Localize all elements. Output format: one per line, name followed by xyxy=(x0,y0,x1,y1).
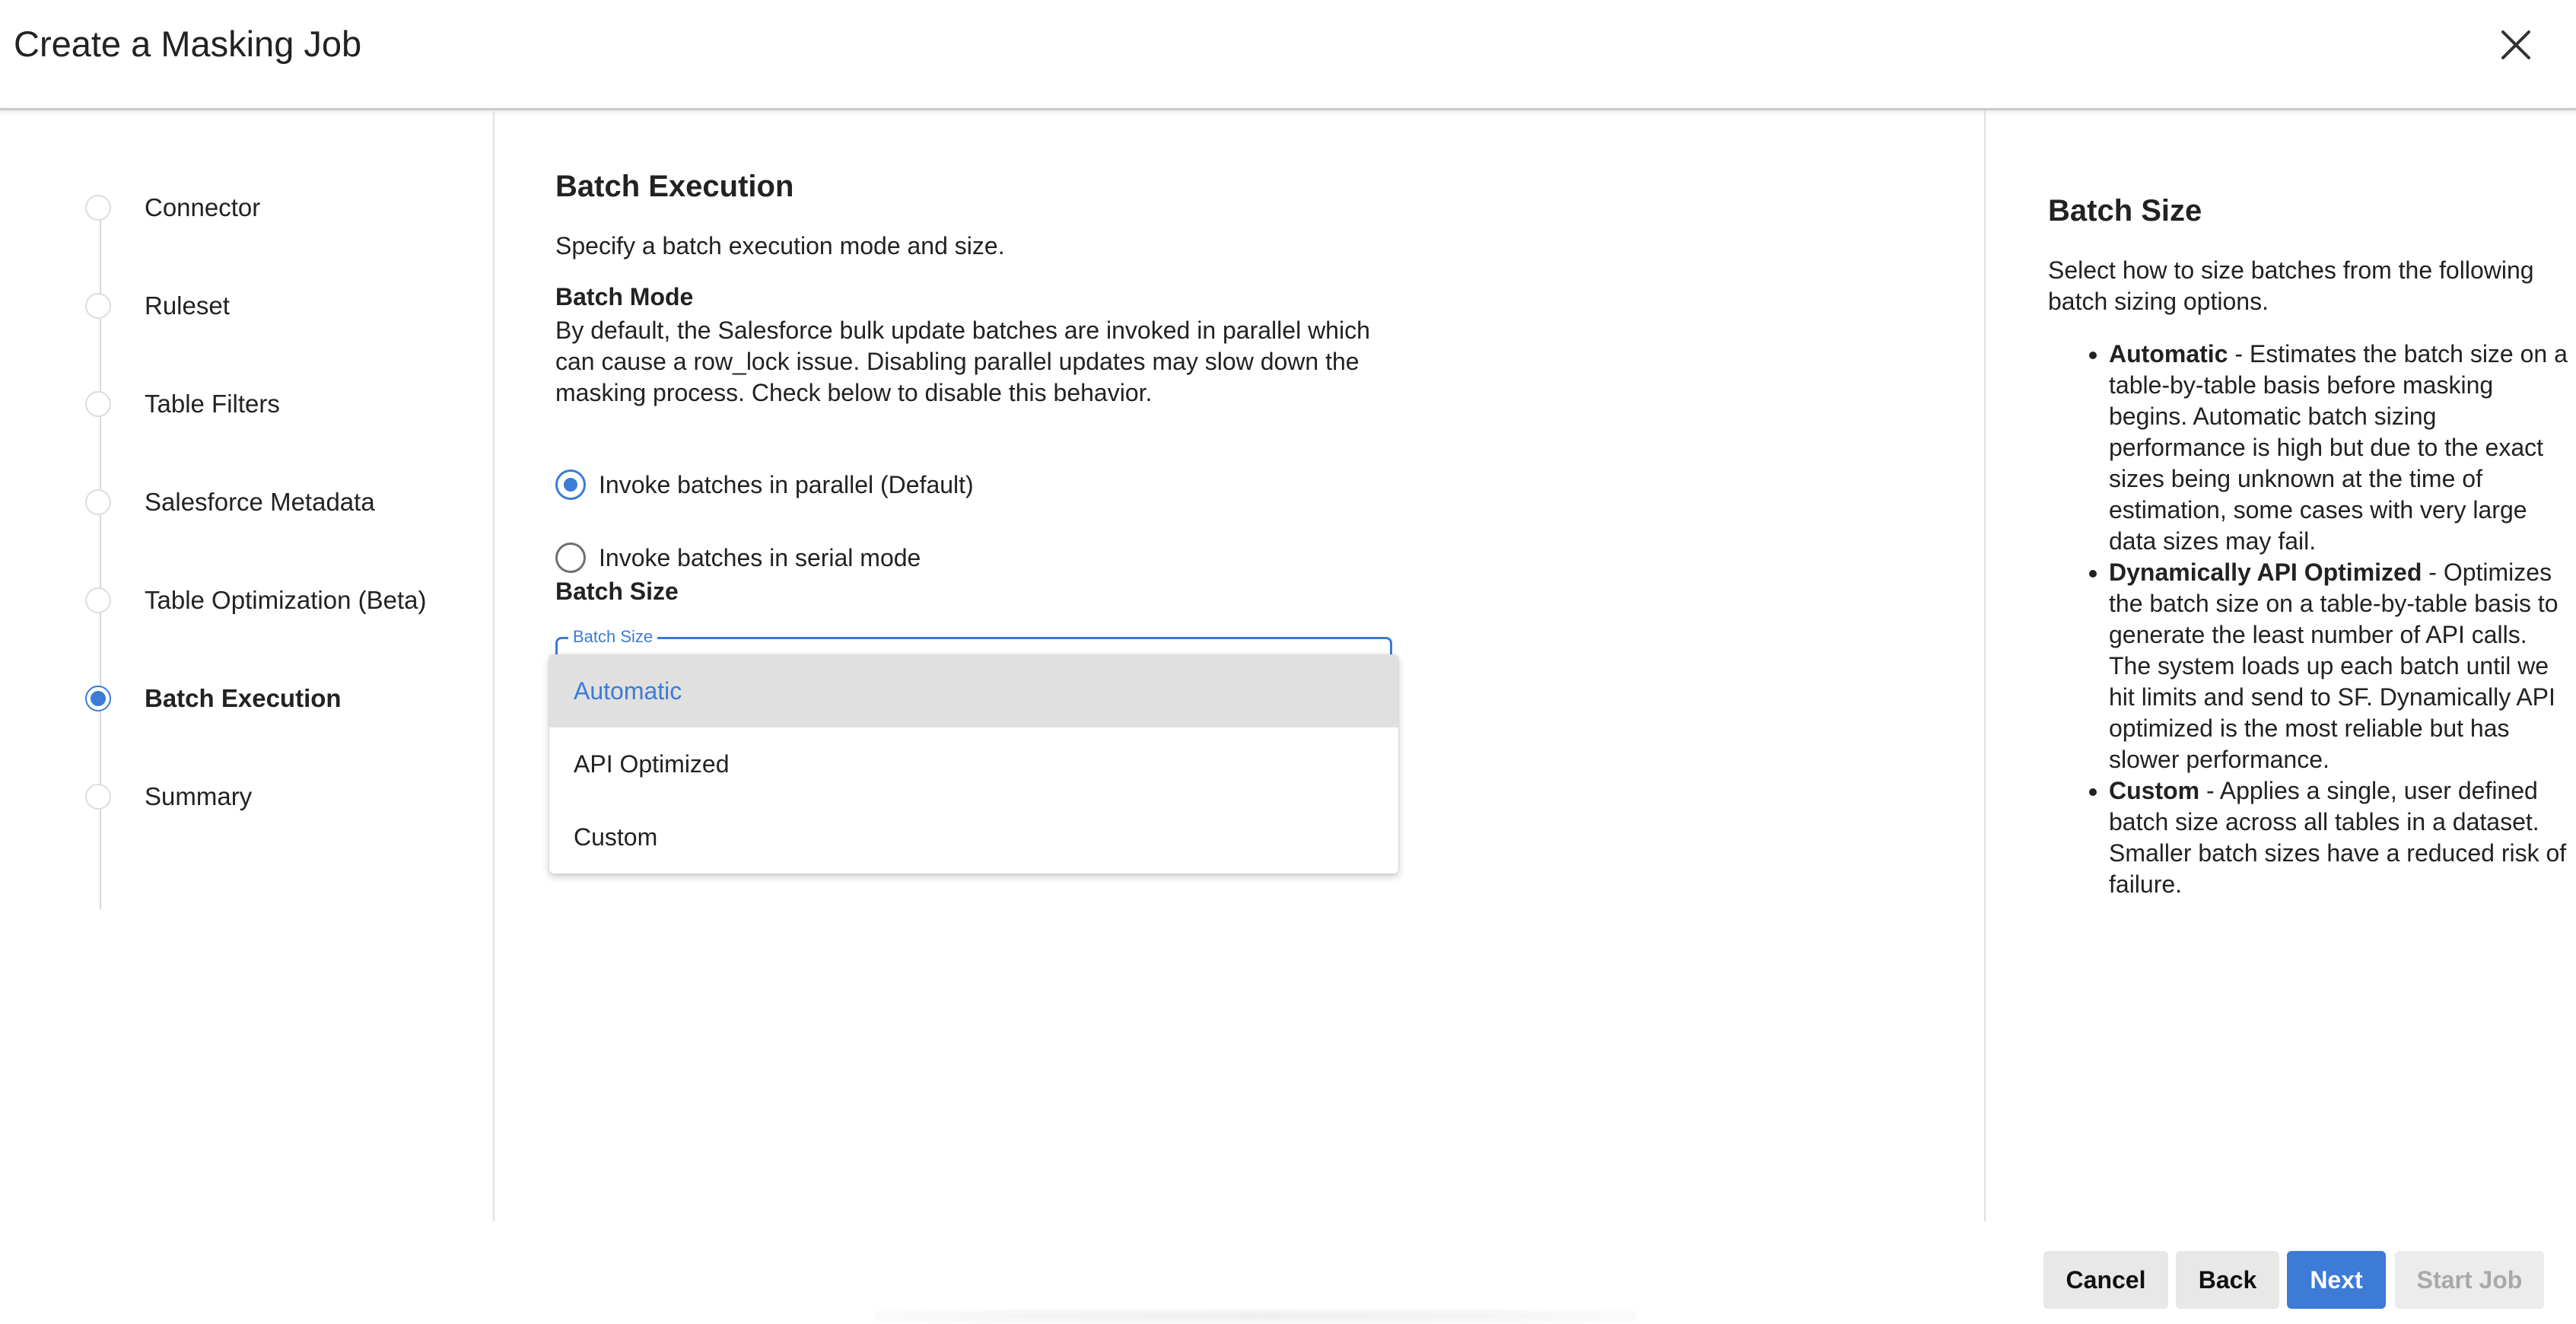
step-label: Table Filters xyxy=(145,390,280,418)
help-list xyxy=(2048,339,2573,900)
help-term: Dynamically API Optimized xyxy=(2109,559,2422,586)
radio-label: Invoke batches in parallel (Default) xyxy=(599,470,974,498)
help-intro: Select how to size batches from the following batch sizing options. xyxy=(2048,256,2534,315)
menu-option-custom[interactable]: Custom xyxy=(574,823,658,851)
step-summary[interactable] xyxy=(85,774,252,820)
back-button[interactable]: Back xyxy=(2176,1251,2279,1309)
help-term: Automatic xyxy=(2109,340,2228,368)
step-label: Salesforce Metadata xyxy=(145,488,375,516)
help-text: - Applies a single, user defined batch size across all tables in a dataset. Smaller batch sizes have a reduced risk of failure. xyxy=(2109,777,2567,898)
column-divider xyxy=(1984,110,1986,1221)
dialog-title: Create a Masking Job xyxy=(14,24,362,64)
help-text: - Estimates the batch size on a table-by-table basis before masking begins. Automatic batch sizing performance is high but due to the exact sizes being unknown at the time of estimation, some cases with very large data sizes may fail. xyxy=(2109,340,2568,555)
help-item-api-optimized xyxy=(2109,557,2573,775)
step-dot-icon xyxy=(85,489,111,515)
step-label: Batch Execution xyxy=(145,684,342,712)
radio-serial[interactable] xyxy=(555,541,921,574)
menu-option-automatic[interactable]: Automatic xyxy=(549,654,1398,727)
step-dot-icon xyxy=(85,195,111,221)
next-button[interactable]: Next xyxy=(2287,1251,2386,1309)
step-dot-icon xyxy=(85,587,111,613)
step-dot-icon xyxy=(85,784,111,810)
batch-size-field-label: Batch Size xyxy=(568,627,657,647)
step-active-dot-icon xyxy=(85,686,111,711)
step-ruleset[interactable] xyxy=(85,283,230,329)
section-subtitle: Specify a batch execution mode and size. xyxy=(555,232,1005,259)
radio-parallel[interactable] xyxy=(555,468,974,501)
help-text: - Optimizes the batch size on a table-by-table basis to generate the least number of API calls. The system loads up each batch until we hit limits and send to SF. Dynamically API optimized is the most reliable but has slower performance. xyxy=(2109,559,2559,773)
batch-size-title: Batch Size xyxy=(555,578,679,605)
step-label: Connector xyxy=(145,193,261,221)
step-connector[interactable] xyxy=(85,185,260,231)
radio-checked-icon[interactable] xyxy=(555,469,586,500)
dialog-header xyxy=(0,0,2576,110)
step-table-filters[interactable] xyxy=(85,381,280,427)
batch-mode-title: Batch Mode xyxy=(555,283,694,310)
section-title: Batch Execution xyxy=(555,170,794,203)
menu-option-api-optimized[interactable]: API Optimized xyxy=(574,750,730,778)
help-item-custom xyxy=(2109,775,2573,900)
step-label: Summary xyxy=(145,782,253,810)
close-icon[interactable] xyxy=(2497,26,2535,64)
start-job-button[interactable]: Start Job xyxy=(2395,1251,2544,1309)
batch-mode-description: By default, the Salesforce bulk update batches are invoked in parallel which can cause a row_lock issue. Disabling parallel updates may slow down the masking process. Check below to disable this behavior. xyxy=(555,317,1370,406)
help-title: Batch Size xyxy=(2048,194,2202,228)
radio-label: Invoke batches in serial mode xyxy=(599,543,921,571)
step-salesforce-metadata[interactable] xyxy=(85,479,375,525)
batch-size-menu xyxy=(549,654,1398,874)
help-term: Custom xyxy=(2109,777,2200,804)
step-label: Ruleset xyxy=(145,291,230,320)
help-item-automatic xyxy=(2109,339,2573,557)
step-dot-icon xyxy=(85,293,111,319)
cancel-button[interactable]: Cancel xyxy=(2043,1251,2168,1309)
radio-unchecked-icon[interactable] xyxy=(555,543,586,573)
step-dot-icon xyxy=(85,391,111,417)
step-table-optimization[interactable] xyxy=(85,578,427,623)
footer-shadow xyxy=(875,1309,1636,1324)
step-batch-execution[interactable] xyxy=(85,676,342,721)
wizard-stepper xyxy=(0,110,493,1221)
column-divider xyxy=(493,110,495,1221)
step-label: Table Optimization (Beta) xyxy=(145,586,427,614)
